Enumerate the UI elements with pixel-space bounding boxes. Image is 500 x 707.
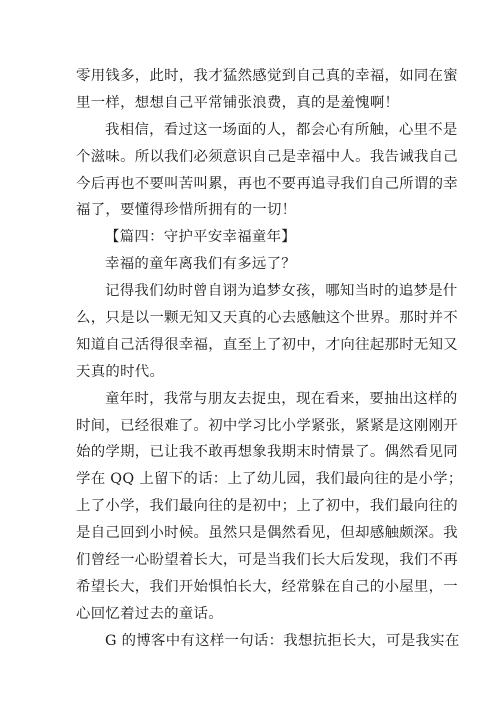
text-line: 学在 QQ 上留下的话：上了幼儿园，我们最向往的是小学； [76, 471, 463, 488]
text-line: 知道自己活得很幸福，直至上了初中，才向往起那时无知又 [76, 336, 458, 353]
text-line: 希望长大，我们开始惧怕长大，经常躲在自己的小屋里，一 [76, 578, 458, 595]
paragraph-first-line: 幸福的童年离我们有多远了？ [105, 256, 296, 273]
text-line: 们曾经一心盼望着长大，可是当我们长大后发现，我们不再 [76, 552, 458, 569]
text-line: 心回忆着过去的童话。 [76, 605, 223, 622]
text-line: 上了小学，我们最向往的是初中；上了初中，我们最向往的 [76, 498, 458, 515]
text-line: 福了，要懂得珍惜所拥有的一切！ [76, 202, 297, 219]
paragraph-first-line: 记得我们幼时曾自诩为追梦女孩，哪知当时的追梦是什 [105, 283, 458, 300]
text-line: 始的学期，已让我不敢再想象我期末时情景了。偶然看见同 [76, 444, 458, 461]
text-line: 么，只是以一颗无知又天真的心去感触这个世界。那时并不 [76, 310, 458, 327]
text-line: 今后再也不要叫苦叫累，再也不要再追寻我们自己所谓的幸 [76, 175, 458, 192]
paragraph-first-line: 我相信，看过这一场面的人，都会心有所触，心里不是 [105, 121, 458, 138]
text-line: 个滋味。所以我们必须意识自己是幸福中人。我告诫我自己 [76, 148, 458, 165]
text-line: 零用钱多，此时，我才猛然感觉到自己真的幸福，如同在蜜 [76, 68, 458, 84]
text-line: 天真的时代。 [76, 363, 165, 380]
section-heading: 【篇四：守护平安幸福童年】 [105, 229, 296, 246]
document-body [76, 63, 463, 655]
paragraph-first-line: 童年时，我常与朋友去捉虫，现在看来，要抽出这样的 [105, 390, 458, 407]
text-line: 是自己回到小时候。虽然只是偶然看见，但却感触颇深。我 [76, 525, 458, 542]
paragraph-first-line: G 的博客中有这样一句话：我想抗拒长大，可是我实在 [105, 632, 460, 649]
text-line: 里一样，想想自己平常铺张浪费，真的是羞愧啊！ [76, 94, 400, 111]
text-line: 时间，已经很难了。初中学习比小学紧张，紧紧是这刚刚开 [76, 417, 458, 434]
